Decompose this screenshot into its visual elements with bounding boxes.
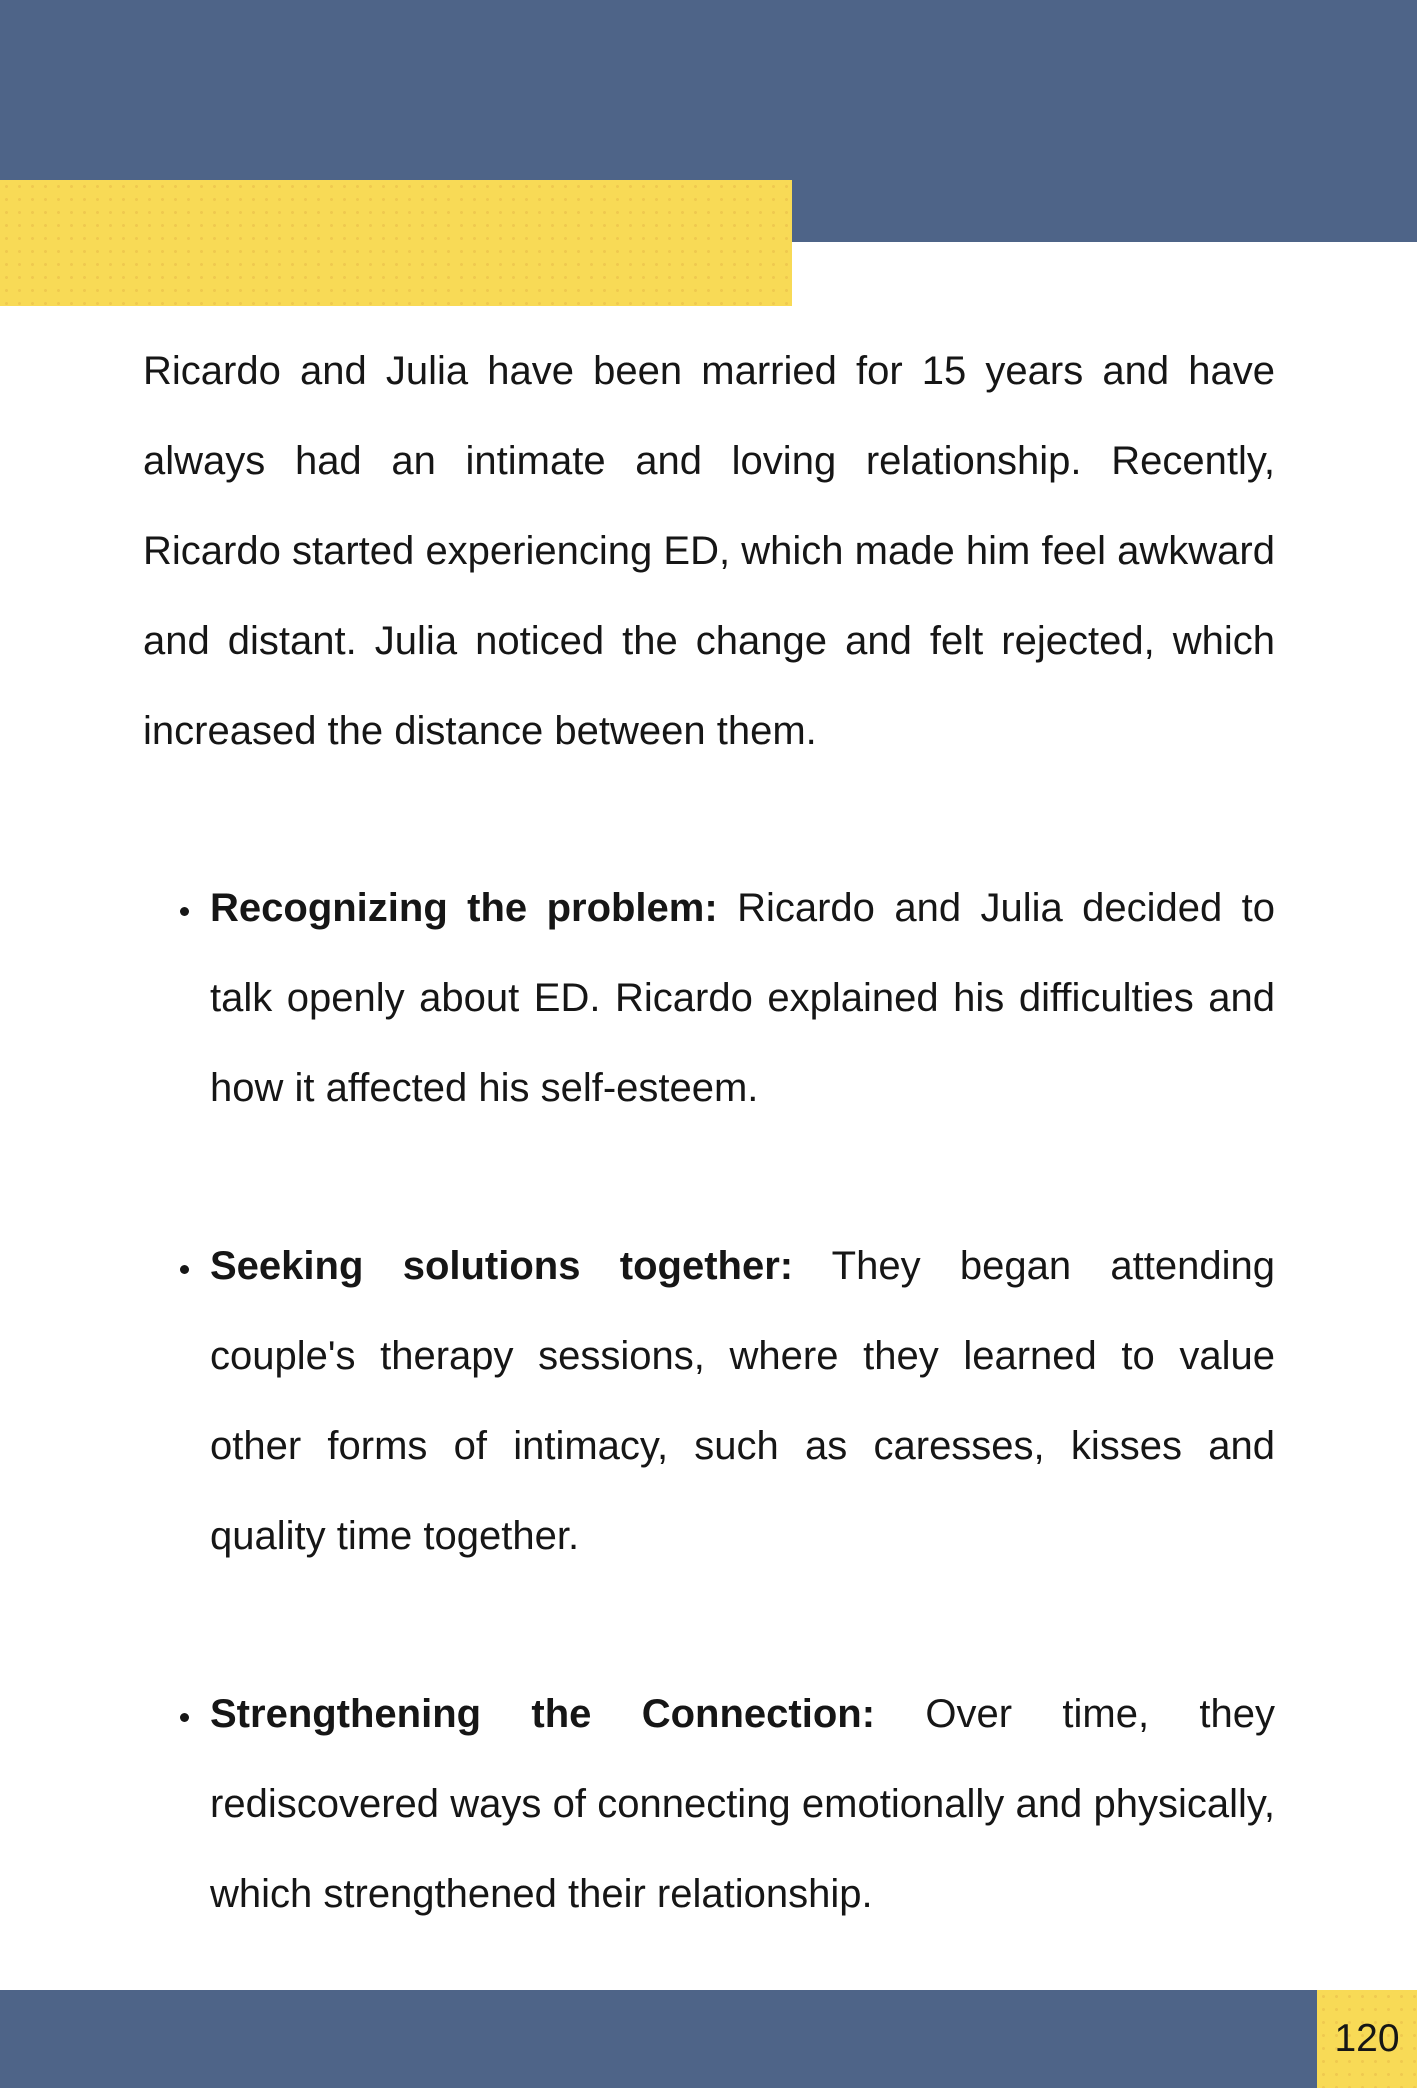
case-bullet-list (143, 863, 1275, 1939)
bullet-text: Over time, they rediscovered ways of connecting emotionally and physically, which strengthened their relationship. (210, 1692, 1275, 1916)
bullet-heading: Seeking solutions together: (210, 1244, 794, 1288)
intro-paragraph: Ricardo and Julia have been married for 15 years and have always had an intimate and loving relationship. Recently, Ricardo started experiencing ED, which made him feel awkward and distant. Julia noticed the change and felt rejected, which increased the distance between them. (143, 349, 1275, 753)
bullet-item (143, 863, 1275, 1133)
bullet-dot-icon (180, 907, 189, 916)
page-number: 120 (1334, 2017, 1400, 2060)
bullet-dot-icon (180, 1265, 189, 1274)
bullet-heading: Strengthening the Connection: (210, 1692, 876, 1736)
bullet-item (143, 1221, 1275, 1581)
bullet-text: They began attending couple's therapy sessions, where they learned to value other forms of intimacy, such as caresses, kisses and quality time together. (210, 1244, 1276, 1558)
page-content (143, 326, 1275, 1939)
page-number-badge (1317, 1990, 1417, 2088)
bullet-text: Ricardo and Julia decided to talk openly about ED. Ricardo explained his difficulties and how it affected his self-esteem. (210, 886, 1275, 1110)
footer-band (0, 1990, 1417, 2088)
bullet-item (143, 1669, 1275, 1939)
header-accent-bar (0, 180, 792, 306)
bullet-dot-icon (180, 1713, 189, 1722)
bullet-heading: Recognizing the problem: (210, 886, 718, 930)
